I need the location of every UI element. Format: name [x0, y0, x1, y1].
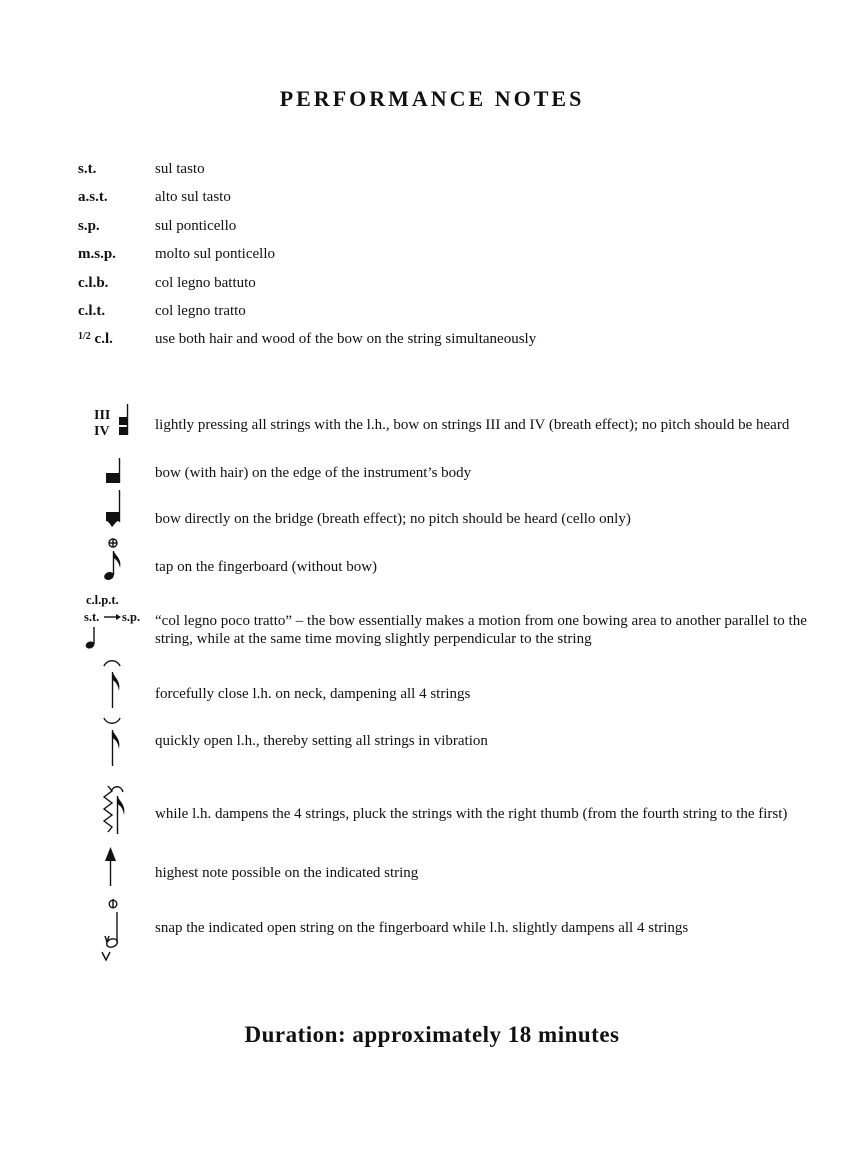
abbreviation-key: a.s.t.	[78, 189, 108, 205]
abbreviation-key: m.s.p.	[78, 246, 116, 262]
to-area-label: s.p.	[122, 610, 141, 624]
from-area-label: s.t.	[84, 610, 100, 624]
symbol-desc: lightly pressing all strings with the l.h., bow on strings III and IV (breath effect); no pitch should be heard	[155, 417, 790, 433]
abbreviation-key: c.l.t.	[78, 303, 106, 319]
abbreviation-desc: molto sul ponticello	[155, 246, 275, 262]
string-label-IV: IV	[94, 424, 110, 439]
symbol-desc: quickly open l.h., thereby setting all strings in vibration	[155, 733, 488, 749]
abbreviation-key: c.l.b.	[78, 275, 109, 291]
symbol-desc: while l.h. dampens the 4 strings, pluck the strings with the right thumb (from the fourth string to the first)	[155, 806, 788, 822]
symbol-desc: “col legno poco tratto” – the bow essentially makes a motion from one bowing area to another parallel to the string, while at the same time moving slightly perpendicular to the string	[155, 613, 807, 647]
symbol-desc: highest note possible on the indicated string	[155, 865, 419, 881]
symbol-desc: snap the indicated open string on the fingerboard while l.h. slightly dampens all 4 strings	[155, 920, 689, 936]
abbreviation-key	[78, 331, 148, 348]
highest-note-arrow-icon	[80, 846, 140, 888]
col-legno-poco-tratto-icon	[82, 591, 142, 655]
abbreviation-desc: col legno tratto	[155, 303, 246, 319]
abbreviation-key: s.t.	[78, 161, 97, 177]
symbol-desc: forcefully close l.h. on neck, dampening all 4 strings	[155, 686, 471, 702]
arpeggio-pluck-thumb-icon	[80, 782, 140, 838]
bow-on-body-notehead-icon	[80, 456, 140, 492]
abbreviation-desc: col legno battuto	[155, 275, 256, 291]
duration-note: Duration: approximately 18 minutes	[244, 1022, 620, 1047]
bow-on-bridge-notehead-icon	[80, 490, 140, 534]
abbreviation-desc: use both hair and wood of the bow on the string simultaneously	[155, 331, 537, 347]
abbreviation-key-text: c.l.	[94, 331, 113, 347]
symbol-desc: bow (with hair) on the edge of the instrument’s body	[155, 465, 472, 481]
tap-fingerboard-eighth-note-icon	[80, 536, 140, 584]
symbol-desc: tap on the fingerboard (without bow)	[155, 559, 378, 575]
abbreviation-desc: sul ponticello	[155, 218, 237, 234]
snap-pizzicato-half-note-icon	[80, 896, 140, 964]
open-lh-stemless-eighth-icon	[80, 714, 140, 770]
strings-III-IV-rectangle-notehead-icon	[80, 404, 140, 440]
close-lh-stemless-eighth-icon	[80, 656, 140, 712]
page-title: PERFORMANCE NOTES	[279, 86, 585, 111]
abbreviation-key: s.p.	[78, 218, 100, 234]
abbreviation-desc: sul tasto	[155, 161, 205, 177]
abbreviation-desc: alto sul tasto	[155, 189, 231, 205]
clpt-label: c.l.p.t.	[86, 593, 119, 607]
symbol-desc: bow directly on the bridge (breath effect); no pitch should be heard (cello only)	[155, 511, 631, 527]
half-fraction: 1/2	[78, 331, 91, 342]
string-label-III: III	[94, 408, 111, 423]
